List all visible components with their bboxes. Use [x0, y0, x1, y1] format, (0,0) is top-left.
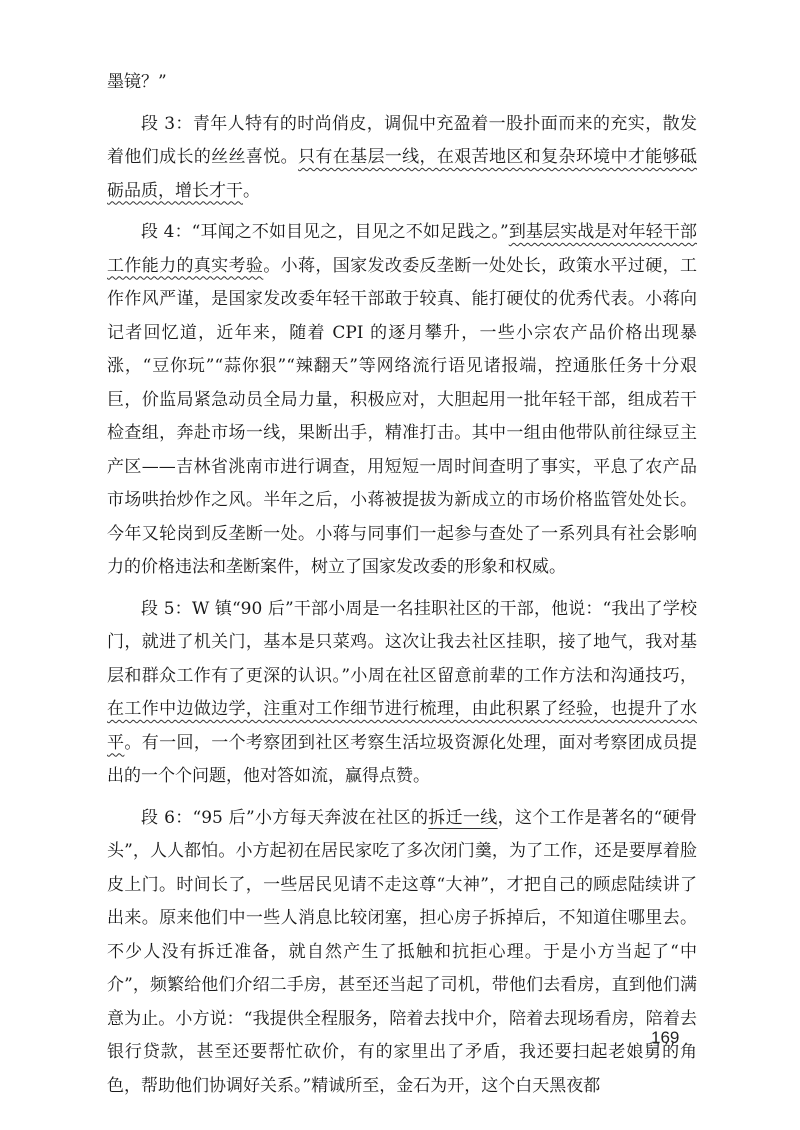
text-segment: 墨镜？”	[107, 72, 167, 92]
text-segment: ，这个工作是著名的“硬骨头”，人人都怕。小方起初在居民家吃了多次闭门羹，为了工作，还是要厚着脸皮上门。时间长了，一些居民见请不走这尊“大神”，才把自己的顾虑陆续讲了出来。原来他们中一些人消息比较闭塞，担心房子拆掉后，不知道住哪里去。不少人没有拆迁准备，就自然产生了抵触和抗拒心理。于是小方当起了“中介”，频繁给他们介绍二手房，甚至还当起了司机，带他们去看房，直到他们满意为止。小方说：“我提供全程服务，陪着去找中介，陪着去现场看房，陪着去银行贷款，甚至还要帮忙砍价，有的家里出了矛盾，我还要扫起老娘舅的角色，帮助他们协调好关系。”精诚所至，金石为开，这个白天黑夜都	[107, 807, 698, 1096]
page-body-text	[107, 66, 697, 1103]
text-segment: 段 6：“95 后”小方每天奔波在社区的	[141, 807, 429, 828]
page-number: 169	[651, 1028, 680, 1047]
paragraph-5	[107, 593, 697, 794]
text-segment: 。	[243, 180, 260, 201]
text-segment: 段 5：W 镇“90 后”干部小周是一名挂职社区的干部，他说：“我出了学校门，就进了机关门，基本是只菜鸡。这次让我去社区挂职，接了地气，我对基层和群众工作有了更深的认识。”小周在社区留意前辈的工作方法和沟通技巧，	[107, 598, 697, 686]
underlined-text: 拆迁一线	[428, 807, 498, 828]
paragraph-4	[107, 216, 697, 585]
text-segment: 。小蒋，国家发改委反垄断一处处长，政策水平过硬，工作作风严谨，是国家发改委年轻干部敢于较真、能打硬仗的优秀代表。小蒋向记者回忆道，近年来，随着 CPI 的逐月攀升，一些小宗农产品价格出现暴涨，“豆你玩”“蒜你狠”“辣翻天”等网络流行语见诸报端，控通胀任务十分艰巨，价监局紧急动员全局力量，积极应对，大胆起用一批年轻干部，组成若干检查组，奔赴市场一线，果断出手，精准打击。其中一组由他带队前往绿豆主产区——吉林省洮南市进行调查，用短短一周时间查明了事实，平息了农产品市场哄抬炒作之风。半年之后，小蒋被提拔为新成立的市场价格监管处处长。今年又轮岗到反垄断一处。小蒋与同事们一起参与查处了一系列具有社会影响力的价格违法和垄断案件，树立了国家发改委的形象和权威。	[107, 255, 698, 577]
wavy-underlined-text: 在工作中边做边学，注重对工作细节进行梳理，由此积累了经验，也提升了水平	[107, 699, 697, 753]
paragraph-continuation	[107, 66, 697, 100]
text-segment: 。有一回，一个考察团到社区考察生活垃圾资源化处理，面对考察团成员提出的一个个问题，他对答如流，赢得点赞。	[107, 732, 698, 786]
paragraph-6	[107, 802, 697, 1104]
text-segment: 段 4：“耳闻之不如目见之，目见之不如足践之。”	[141, 222, 509, 242]
wavy-underlined-text: 到基层实战是对年轻干部工作能力的真实考验	[107, 222, 697, 276]
paragraph-3	[107, 108, 697, 209]
text-segment: 段 3：青年人特有的时尚俏皮，调侃中充盈着一股扑面而来的充实，散发着他们成长的丝丝喜悦。	[107, 113, 697, 167]
wavy-underlined-text: 只有在基层一线，在艰苦地区和复杂环境中才能够砥砺品质，增长才干	[107, 147, 697, 201]
